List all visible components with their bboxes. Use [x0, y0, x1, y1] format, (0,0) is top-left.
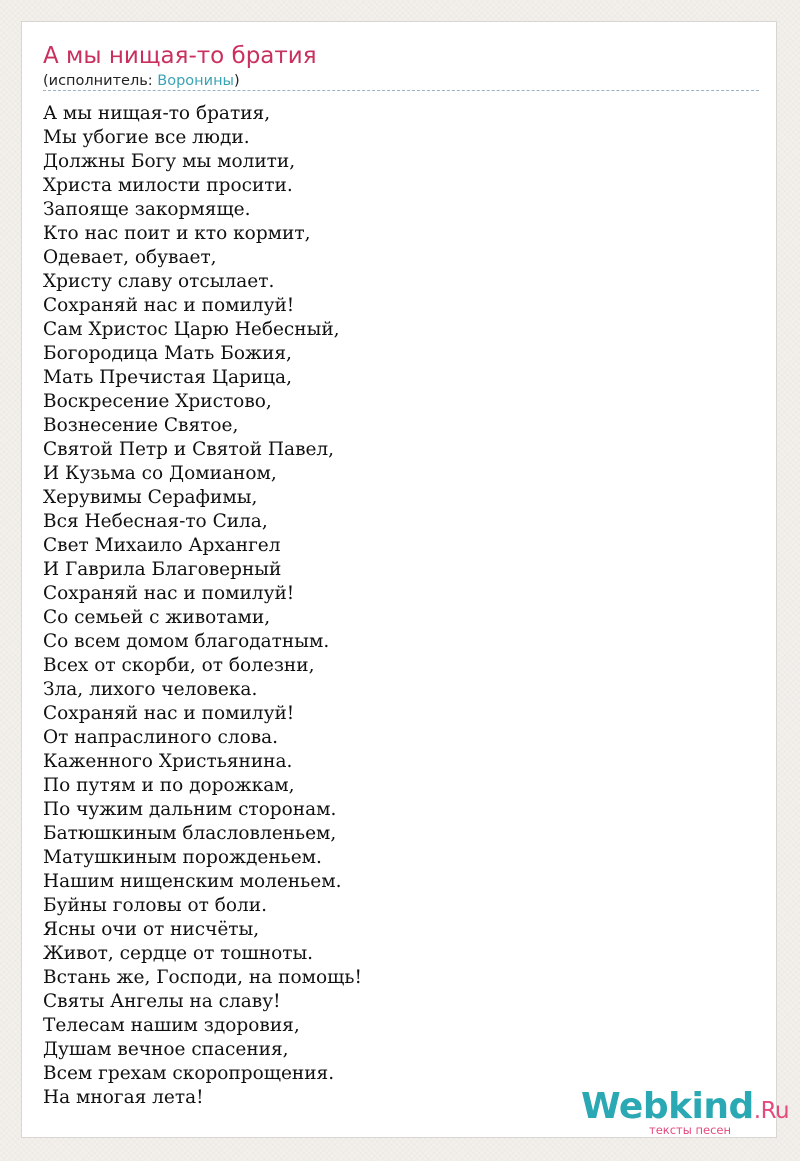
lyric-line: Вся Небесная-то Сила, [43, 511, 268, 532]
lyric-line: Всех от скорби, от болезни, [43, 655, 315, 676]
lyric-line: Телесам нашим здоровия, [43, 1015, 300, 1036]
lyric-line: Сам Христос Царю Небесный, [43, 319, 340, 340]
lyric-line: Буйны головы от боли. [43, 895, 267, 916]
lyric-line: Запояще закормяще. [43, 199, 251, 220]
lyric-line: По чужим дальним сторонам. [43, 799, 337, 820]
lyric-line: Всем грехам скоропрощения. [43, 1063, 335, 1084]
lyric-line: Сохраняй нас и помилуй! [43, 295, 295, 316]
lyric-line: И Гаврила Благоверный [43, 559, 282, 580]
song-header [43, 41, 759, 91]
lyric-line: Нашим нищенским моленьем. [43, 871, 342, 892]
lyric-line: Святой Петр и Святой Павел, [43, 439, 335, 460]
lyric-line: Богородица Мать Божия, [43, 343, 292, 364]
lyric-line: Херувимы Серафимы, [43, 487, 258, 508]
lyric-line: Душам вечное спасения, [43, 1039, 289, 1060]
lyric-line: Христа милости просити. [43, 175, 293, 196]
lyric-line: Сохраняй нас и помилуй! [43, 703, 295, 724]
artist-line [43, 71, 759, 91]
lyric-line: Мать Пречистая Царица, [43, 367, 292, 388]
artist-suffix: ) [234, 73, 240, 89]
artist-link[interactable]: Воронины [157, 73, 234, 89]
lyric-line: Мы убогие все люди. [43, 127, 250, 148]
lyric-line: Вознесение Святое, [43, 415, 239, 436]
lyric-line: И Кузьма со Домианом, [43, 463, 277, 484]
lyrics-card [21, 21, 790, 1138]
lyric-line: Должны Богу мы молити, [43, 151, 296, 172]
lyric-line: От напраслиного слова. [43, 727, 279, 748]
artist-prefix: (исполнитель: [43, 73, 158, 89]
webkind-logo[interactable] [581, 1086, 790, 1137]
lyric-line: Живот, сердце от тошноты. [43, 943, 314, 964]
lyric-line: По путям и по дорожкам, [43, 775, 295, 796]
lyric-line: На многая лета! [43, 1087, 204, 1108]
lyric-line: Святы Ангелы на славу! [43, 991, 281, 1012]
lyric-line: Сохраняй нас и помилуй! [43, 583, 295, 604]
lyric-line: Кто нас поит и кто кормит, [43, 223, 311, 244]
logo-tagline: тексты песен [649, 1123, 731, 1137]
header-divider [43, 90, 759, 91]
lyric-line: Со семьей с животами, [43, 607, 271, 628]
lyric-line: Ясны очи от нисчёты, [43, 919, 260, 940]
lyric-line: Матушкиным порожденьем. [43, 847, 322, 868]
lyric-line: Зла, лихого человека. [43, 679, 258, 700]
song-title: А мы нищая-то братия [43, 43, 317, 69]
lyric-line: Свет Михаило Архангел [43, 535, 281, 556]
lyric-line: Со всем домом благодатным. [43, 631, 330, 652]
logo-word: Webkind [581, 1086, 754, 1127]
lyric-line: Встань же, Господи, на помощь! [43, 967, 362, 988]
lyric-line: Одевает, обувает, [43, 247, 217, 268]
logo-tld: .Ru [753, 1098, 790, 1124]
lyrics-text [43, 102, 759, 1110]
lyric-line: Христу славу отсылает. [43, 271, 275, 292]
lyric-line: А мы нищая-то братия, [43, 103, 271, 124]
lyric-line: Батюшкиным бласловленьем, [43, 823, 337, 844]
lyric-line: Каженного Христьянина. [43, 751, 293, 772]
lyric-line: Воскресение Христово, [43, 391, 272, 412]
